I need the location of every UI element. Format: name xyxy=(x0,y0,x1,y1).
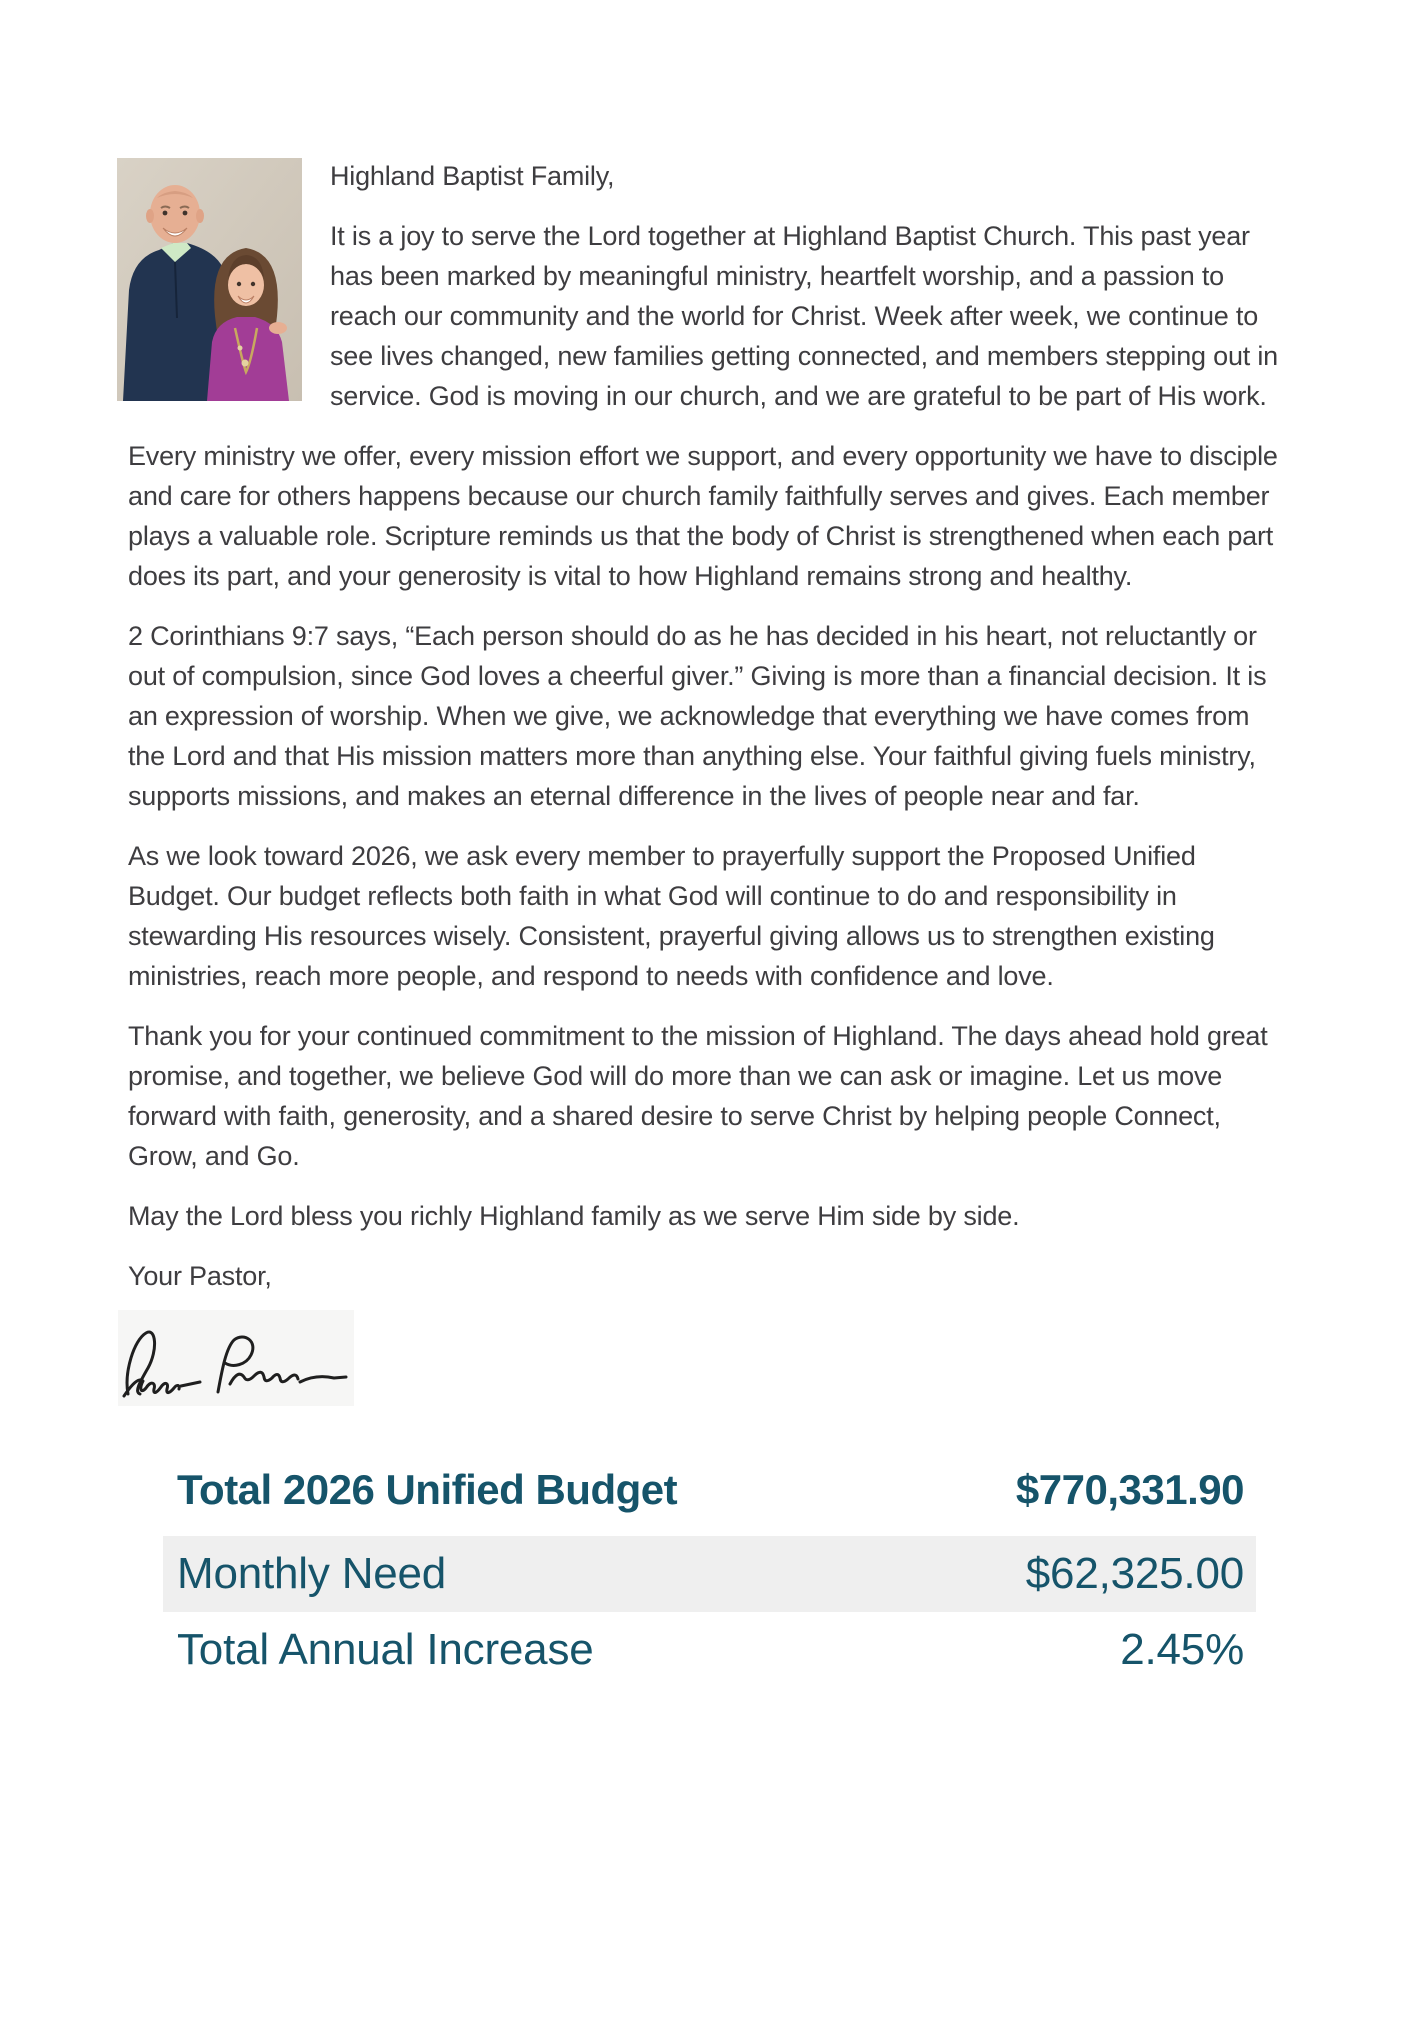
paragraph-6: May the Lord bless you richly Highland family as we serve Him side by side. xyxy=(128,1201,1020,1231)
paragraph-2: Every ministry we offer, every mission effort we support, and every opportunity we have to disciple and care for others happens because our church family faithfully serves and gives. Each member plays a valuable role. Scripture reminds us that the body of Christ is strengthened when each part does its part, and your generosity is vital to how Highland remains strong and healthy. xyxy=(128,441,1278,591)
pastor-family-photo-image xyxy=(117,158,302,401)
budget-monthly-value: $62,325.00 xyxy=(1025,1549,1244,1598)
paragraph-3: 2 Corinthians 9:7 says, “Each person should do as he has decided in his heart, not reluctantly or out of compulsion, since God loves a cheerful giver.” Giving is more than a financial decision. It is an expression of worship. When we give, we acknowledge that everything we have comes from the Lord and that His mission matters more than anything else. Your faithful giving fuels ministry, supports missions, and makes an eternal difference in the lives of people near and far. xyxy=(128,621,1267,811)
signature-image xyxy=(118,1310,354,1406)
budget-total-value: $770,331.90 xyxy=(1015,1466,1244,1513)
budget-increase-label: Total Annual Increase xyxy=(177,1625,594,1674)
budget-total-label: Total 2026 Unified Budget xyxy=(177,1466,678,1513)
closing-line: Your Pastor, xyxy=(128,1261,272,1291)
salutation: Highland Baptist Family, xyxy=(330,161,615,191)
budget-row-monthly xyxy=(163,1536,1256,1612)
pastor-signature xyxy=(118,1310,354,1406)
budget-summary xyxy=(163,1458,1256,1688)
budget-row-increase xyxy=(163,1612,1256,1688)
paragraph-5: Thank you for your continued commitment to the mission of Highland. The days ahead hold great promise, and together, we believe God will do more than we can ask or imagine. Let us move forward with faith, generosity, and a shared desire to serve Christ by helping people Connect, Grow, and Go. xyxy=(128,1021,1268,1171)
paragraph-1: It is a joy to serve the Lord together at Highland Baptist Church. This past year has been marked by meaningful ministry, heartfelt worship, and a passion to reach our community and the world for Christ. Week after week, we continue to see lives changed, new families getting connected, and members stepping out in service. God is moving in our church, and we are grateful to be part of His work. xyxy=(330,221,1278,411)
paragraph-4: As we look toward 2026, we ask every member to prayerfully support the Proposed Unified Budget. Our budget reflects both faith in what God will continue to do and responsibility in stewarding His resources wisely. Consistent, prayerful giving allows us to strengthen existing ministries, reach more people, and respond to needs with confidence and love. xyxy=(128,841,1215,991)
budget-row-total xyxy=(163,1458,1256,1522)
budget-monthly-label: Monthly Need xyxy=(177,1549,447,1598)
pastor-family-photo xyxy=(117,158,302,401)
budget-increase-value: 2.45% xyxy=(1120,1625,1244,1674)
